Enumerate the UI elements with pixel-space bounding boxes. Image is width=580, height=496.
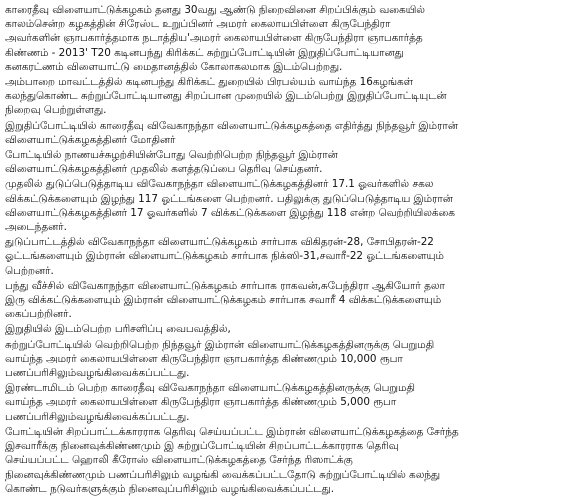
- paragraph-final: [5, 119, 575, 147]
- paragraph-tournament: [5, 75, 575, 118]
- paragraph-toss: [5, 148, 575, 176]
- text-line: இரண்டாமிடம் பெற்ற காரைதீவு விவேகாநந்தா விளையாட்டுக்கழகத்தினருக்கு பெறுமதி: [5, 382, 415, 395]
- paragraph-ceremony: [5, 322, 575, 336]
- paragraph-bowling: [5, 279, 575, 322]
- text-line: முதலில் துடுப்பெடுத்தாடிய விவேகாநந்தா விளையாட்டுக்கழகத்தினர் 17.1 ஓவர்களில் சகல: [5, 178, 434, 191]
- paragraph-batting: [5, 235, 575, 278]
- text-line: ஓட்டங்களையும் இம்ரான் விளையாட்டுக்கழகம் சார்பாக நிக்ஸி-31,சவாரீ-22 ஓட்டங்களையும்: [5, 250, 444, 263]
- text-line: விளையாட்டுக்கழகத்தினர் முதலில் களத்தடுப்பை தெரிவு செய்தனர்.: [5, 163, 323, 176]
- text-line: இறுதியில் இடம்பெற்ற பரிசளிப்பு வைபவத்தில்,: [5, 323, 231, 336]
- text-line: பணப்பரிசிலும்வழங்கிவைக்கப்பட்டது.: [5, 367, 190, 380]
- text-line: விளையாட்டுக்கழகத்தினர் மோதினர்: [5, 133, 176, 146]
- text-line: அம்பாறை மாவட்டத்தில் கடினபந்து கிரிக்கட் துறையில் பிரபல்யம் வாய்ந்த 16கழங்கள்: [5, 76, 413, 89]
- text-line: காரைதீவு விளையாட்டுக்கழகம் தனது 30வது ஆண்டு நிறைவினை சிறப்பிக்கும் வகையில்: [5, 4, 425, 16]
- text-line: இசவாரீக்கு நினைவுக்கிண்ணமும் இ சுற்றுப்போட்டியின் சிறப்பாட்டக்காரராக தெரிவு: [5, 440, 399, 453]
- text-line: இறுதிப்போட்டியில் காரைதீவு விவேகாநந்தா விளையாட்டுக்கழகத்தை எதிர்த்து நிந்தவூர் இம்ரான்: [5, 119, 458, 132]
- text-line: பெற்றனர்.: [5, 264, 54, 277]
- text-line: கைப்பற்றினர்.: [5, 308, 72, 321]
- text-line: செய்யப்பட்ட ஹொலி கீரோஸ் விளையாட்டுக்கழகத்தை சேர்ந்த ரிஸாட்க்கு: [5, 454, 353, 467]
- text-line: சுற்றுப்போட்டியில் வெற்றிபெற்ற நிந்தவூர் இம்ரான் விளையாட்டுக்கழகத்தினருக்கு பெறுமதி: [5, 338, 435, 351]
- text-line: நினைவுக்கிண்ணமும் பணப்பரிசிலும் வழங்கி வைக்கப்பட்டதோடு சுற்றுப்போட்டியில் கலந்து: [5, 468, 441, 481]
- text-line: போட்டியில் நாணயச்சுழற்சியின்போது வெற்றிபெற்ற நிந்தவூர் இம்ரான்: [5, 149, 338, 162]
- text-line: கொண்ட நடுவர்களுக்கும் நினைவுப்பரிசிலும் வழங்கிவைக்கப்பட்டது.: [5, 482, 335, 495]
- text-line: வாய்ந்த அமரர் கைலாயபிள்ளை கிருபேந்திரா ஞாபகார்த்த கிண்ணமும் 10,000 ரூபா: [5, 352, 403, 365]
- text-line: காலம்சென்ற கழகத்தின் சிரேஸ்ட உறுப்பினர் அமரர் கைலாயபிள்ளை கிருபேந்திரா: [5, 18, 391, 31]
- text-line: விளையாட்டுக்கழகத்தினர் 17 ஓவர்களில் 7 விக்கட்டுக்களை இழந்து 118 என்ற வெற்றியிலக்கை: [5, 206, 455, 219]
- text-line: துடுப்பாட்டத்தில் விவேகாநந்தா விளையாட்டுக்கழகம் சார்பாக விகிதரன்-28, சோபிதரன்-22: [5, 236, 434, 249]
- text-line: அவர்களின் ஞாபகார்த்தமாக நடாத்திய'அமரர் கைலாயபிள்ளை கிருபேந்திரா ஞாபகார்த்த: [5, 32, 423, 45]
- paragraph-innings: [5, 177, 575, 234]
- text-line: நிறைவு பெற்றுள்ளது.: [5, 104, 107, 117]
- text-line: பந்து வீச்சில் விவேகாநந்தா விளையாட்டுக்கழகம் சார்பாக ராகவன்,சுபேந்திரா ஆகியோர் தலா: [5, 279, 445, 292]
- text-line: அடைந்தனர்.: [5, 221, 67, 234]
- text-line: பணப்பரிசிலும்வழங்கிவைக்கப்பட்டது.: [5, 410, 190, 423]
- text-line: விக்கட்டுக்களையும் இழந்து 117 ஓட்டங்களை பெற்றனர். பதிலுக்கு துடுப்பெடுத்தாடிய இம்ரான்: [5, 192, 453, 205]
- text-line: கனகரட்ணம் விளையாட்டு மைதானத்தில் கோலாகலமாக இடம்பெற்றது.: [5, 60, 343, 73]
- paragraph-runnerup-prize: [5, 381, 575, 424]
- text-line: இரு விக்கட்டுக்களையும் இம்ரான் விளையாட்டுக்கழகம் சார்பாக சவாரீ 4 விக்கட்டுக்களையும்: [5, 294, 442, 307]
- paragraph-winner-prize: [5, 338, 575, 381]
- text-line: கிண்ணம் - 2013' T20 கடினபந்து கிரிக்கட் சுற்றுப்போட்டியின் இறுதிப்போட்டியானது: [5, 46, 404, 59]
- text-line: வாய்ந்த அமரர் கைலாயபிள்ளை கிருபேந்திரா ஞாபகார்த்த கிண்ணமும் 5,000 ரூபா: [5, 396, 397, 409]
- paragraph-intro: [5, 3, 575, 74]
- paragraph-individual-awards: [5, 425, 575, 496]
- text-line: போட்டியின் சிறப்பாட்டக்காரராக தெரிவு செய்யப்பட்ட இம்ரான் விளையாட்டுக்கழகத்தை சேர்ந்த: [5, 425, 459, 438]
- text-line: கலந்துகொண்ட சுற்றுப்போட்டியானது சிறப்பான முறையில் இடம்பெற்று இறுதிப்போட்டியுடன்: [5, 90, 447, 103]
